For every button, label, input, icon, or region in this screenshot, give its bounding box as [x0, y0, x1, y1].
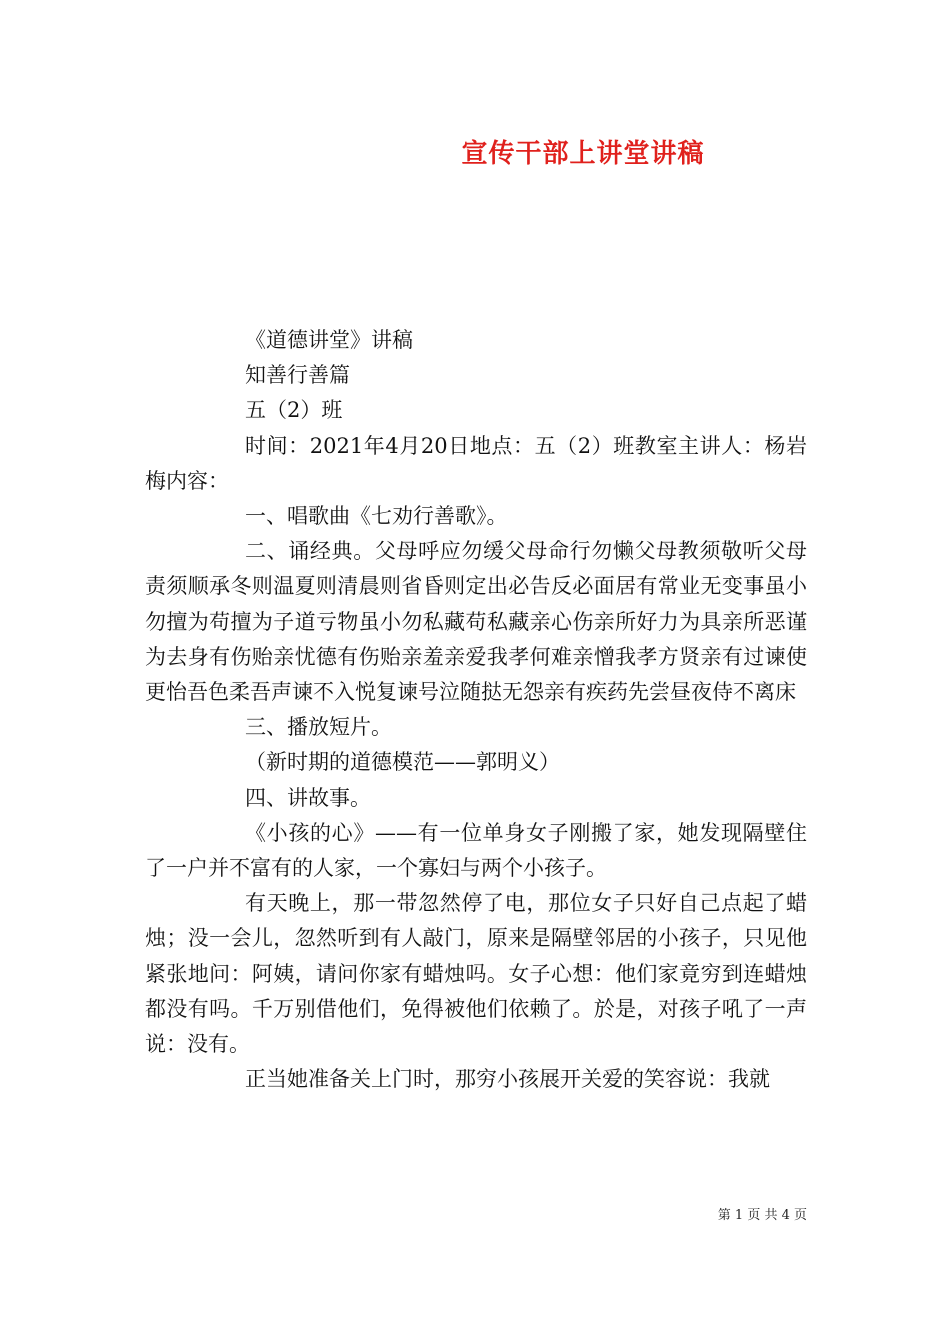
paragraph: 三、播放短片。: [245, 715, 392, 740]
document-body: [145, 323, 807, 1097]
page-footer: 第 1 页 共 4 页: [717, 1208, 807, 1223]
document-title: 宣传干部上讲堂讲稿: [461, 139, 705, 169]
paragraph: 正当她准备关上门时，那穷小孩展开关爱的笑容说：我就: [245, 1067, 770, 1092]
paragraph: （新时期的道德模范——郭明义）: [245, 750, 560, 775]
paragraph: 四、讲故事。: [245, 785, 371, 810]
paragraph: 五（2）班: [245, 398, 343, 423]
paragraph: 知善行善篇: [245, 363, 350, 388]
paragraph: 一、唱歌曲《七劝行善歌》。: [245, 504, 508, 529]
paragraph: 时间：2021年4月20日地点：五（2）班教室主讲人：杨岩梅内容：: [145, 433, 807, 493]
paragraph: 二、诵经典。父母呼应勿缓父母命行勿懒父母教须敬听父母责须顺承冬则温夏则清晨则省昏则定出必告反必面居有常业无变事虽小勿擅为苟擅为子道亏物虽小勿私藏苟私藏亲心伤亲所好力为具亲所恶谨为去身有伤贻亲忧德有伤贻亲羞亲爱我孝何难亲憎我孝方贤亲有过谏使更怡吾色柔吾声谏不入悦复谏号泣随挞无怨亲有疾药先尝昼夜侍不离床: [145, 539, 807, 705]
paragraph: 《小孩的心》——有一位单身女子刚搬了家，她发现隔壁住了一户并不富有的人家，一个寡妇与两个小孩子。: [145, 820, 807, 881]
paragraph: 有天晚上，那一带忽然停了电，那位女子只好自己点起了蜡烛；没一会儿，忽然听到有人敲门，原来是隔壁邻居的小孩子，只见他紧张地问：阿姨，请问你家有蜡烛吗。女子心想：他们家竟穷到连蜡烛都没有吗。千万别借他们，免得被他们依赖了。於是，对孩子吼了一声说：没有。: [145, 891, 807, 1057]
paragraph: 《道德讲堂》讲稿: [245, 328, 413, 352]
